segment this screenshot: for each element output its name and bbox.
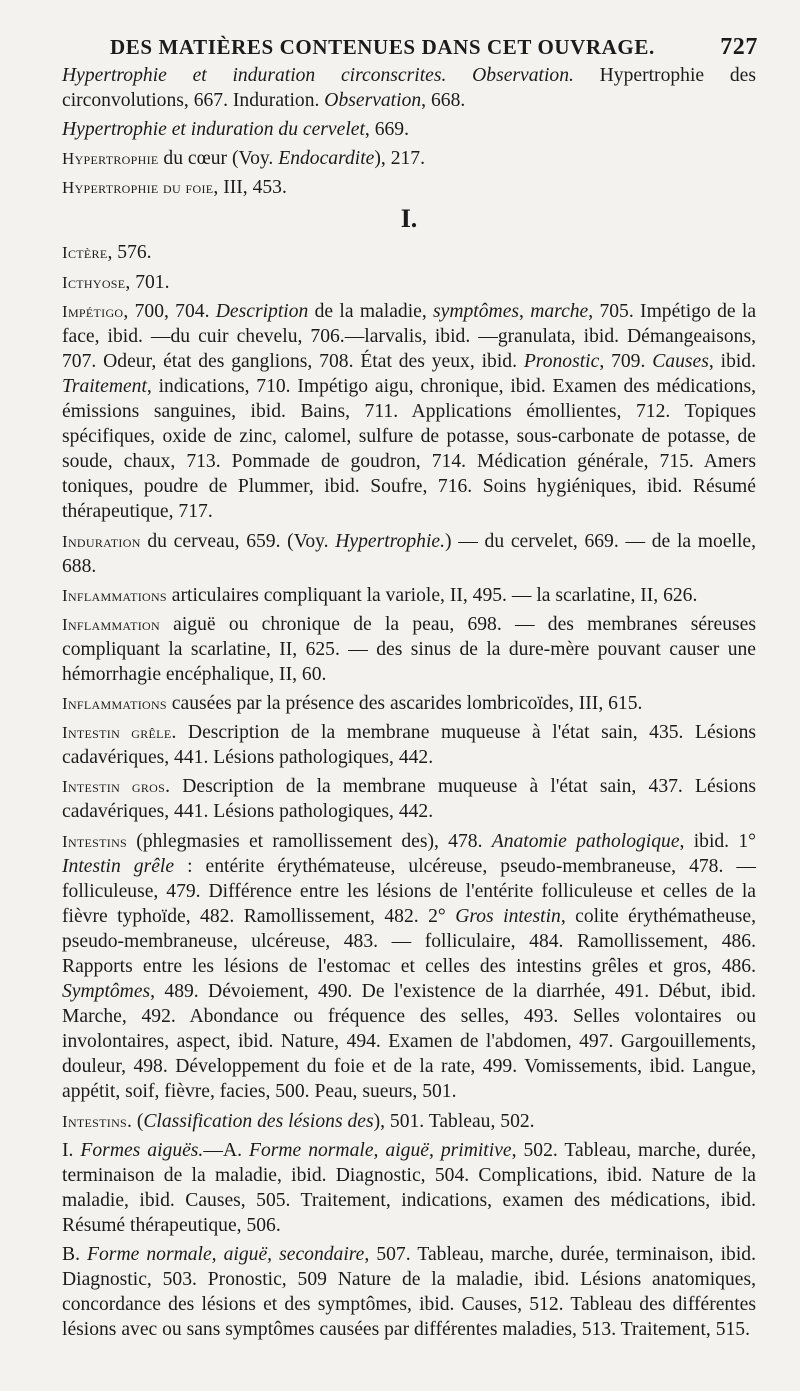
index-entry: Hypertrophie et induration du cervelet, 669. (62, 119, 409, 141)
index-entry: Hypertrophie du foie, III, 453. (62, 177, 287, 199)
index-entries-h (62, 63, 756, 200)
section-letter: I. (400, 204, 418, 234)
index-entry: Hypertrophie et induration circonscrites. Observation. Hypertrophie des circonvolutions, 667. Induration. Observation, 668. (62, 65, 756, 112)
index-entry: Impétigo, 700, 704. Description de la maladie, symptômes, marche, 705. Impétigo de la face, ibid. —du cuir chevelu, 706.—larvalis, ibid. —granulata, ibid. Démangeaisons, 707. Odeur, état des ganglions, 708. État des yeux, ibid. Pronostic, 709. Causes, ibid. Traitement, indications, 710. Impétigo aigu, chronique, ibid. Examen des médications, émissions sanguines, ibid. Bains, 711. Applications émollientes, 712. Topiques spécifiques, oxide de zinc, calomel, sulfure de potasse, sous-carbonate de potasse, de soude, chaux, 713. Pommade de goudron, 714. Médication générale, 715. Amers toniques, poudre de Plummer, ibid. Soufre, 716. Soins hygiéniques, ibid. Résumé thérapeutique, 717. (62, 300, 757, 523)
index-entry: Inflammations articulaires compliquant la variole, II, 495. — la scarlatine, II, 626. (62, 584, 698, 606)
index-entry: Icthyose, 701. (62, 271, 170, 293)
index-entry: Ictère, 576. (62, 242, 152, 264)
index-entry: Intestin gros. Description de la membrane muqueuse à l'état sain, 437. Lésions cadavériques, 441. Lésions pathologiques, 442. (62, 776, 756, 823)
page-number: 727 (720, 34, 758, 60)
index-entry: Intestin grêle. Description de la membrane muqueuse à l'état sain, 435. Lésions cadavériques, 441. Lésions pathologiques, 442. (62, 722, 756, 769)
running-title: DES MATIÈRES CONTENUES DANS CET OUVRAGE. (110, 35, 655, 59)
index-entry: B. Forme normale, aiguë, secondaire, 507. Tableau, marche, durée, terminaison, ibid. Diagnostic, 503. Pronostic, 509 Nature de la maladie, ibid. Lésions anatomiques, concordance des lésions et des symptômes, ibid. Causes, 512. Tableau des différentes lésions avec ou sans symptômes causées par différentes maladies, 513. Traitement, 515. (62, 1244, 756, 1341)
index-entry: Intestins (phlegmasies et ramollissement des), 478. Anatomie pathologique, ibid. 1° Intestin grêle : entérite érythémateuse, ulcéreuse, pseudo-membraneuse, 478. — folliculeuse, 479. Différence entre les lésions de l'entérite folliculeuse et celles de la fièvre typhoïde, 482. Ramollissement, 482. 2° Gros intestin, colite érythématheuse, pseudo-membraneuse, ulcéreuse, 483. — folliculaire, 484. Ramollissement, 486. Rapports entre les lésions de l'estomac et celles des intestins grêles et gros, 486. Symptômes, 489. Dévoiement, 490. De l'existence de la diarrhée, 491. Début, ibid. Marche, 492. Abondance ou fréquence des selles, 493. Selles volontaires ou involontaires, aspect, ibid. Nature, 494. Examen de l'abdomen, 497. Gargouillements, douleur, 498. Développement du foie et de la rate, 499. Vomissements, ibid. Langue, appétit, soif, fièvre, facies, 500. Peau, sueurs, 501. (62, 830, 756, 1103)
index-entry: Inflammations causées par la présence des ascarides lombricoïdes, III, 615. (62, 693, 643, 715)
index-entry: Inflammation aiguë ou chronique de la peau, 698. — des membranes séreuses compliquant la scarlatine, II, 625. — des sinus de la dure-mère pouvant causer une hémorrhagie encéphalique, II, 60. (62, 613, 756, 685)
index-entry: Intestins. (Classification des lésions des), 501. Tableau, 502. (62, 1110, 535, 1132)
index-entries-i (62, 240, 756, 1342)
index-entry: Hypertrophie du cœur (Voy. Endocardite), 217. (62, 148, 425, 170)
running-header (110, 34, 756, 61)
index-entry: Induration du cerveau, 659. (Voy. Hypertrophie.) — du cervelet, 669. — de la moelle, 688. (62, 530, 757, 577)
index-entry: I. Formes aiguës.—A. Forme normale, aiguë, primitive, 502. Tableau, marche, durée, terminaison de la maladie, ibid. Diagnostic, 504. Complications, ibid. Nature de la maladie, ibid. Causes, 505. Traitement, indications, examen des médications, ibid. Résumé thérapeutique, 506. (62, 1139, 756, 1236)
